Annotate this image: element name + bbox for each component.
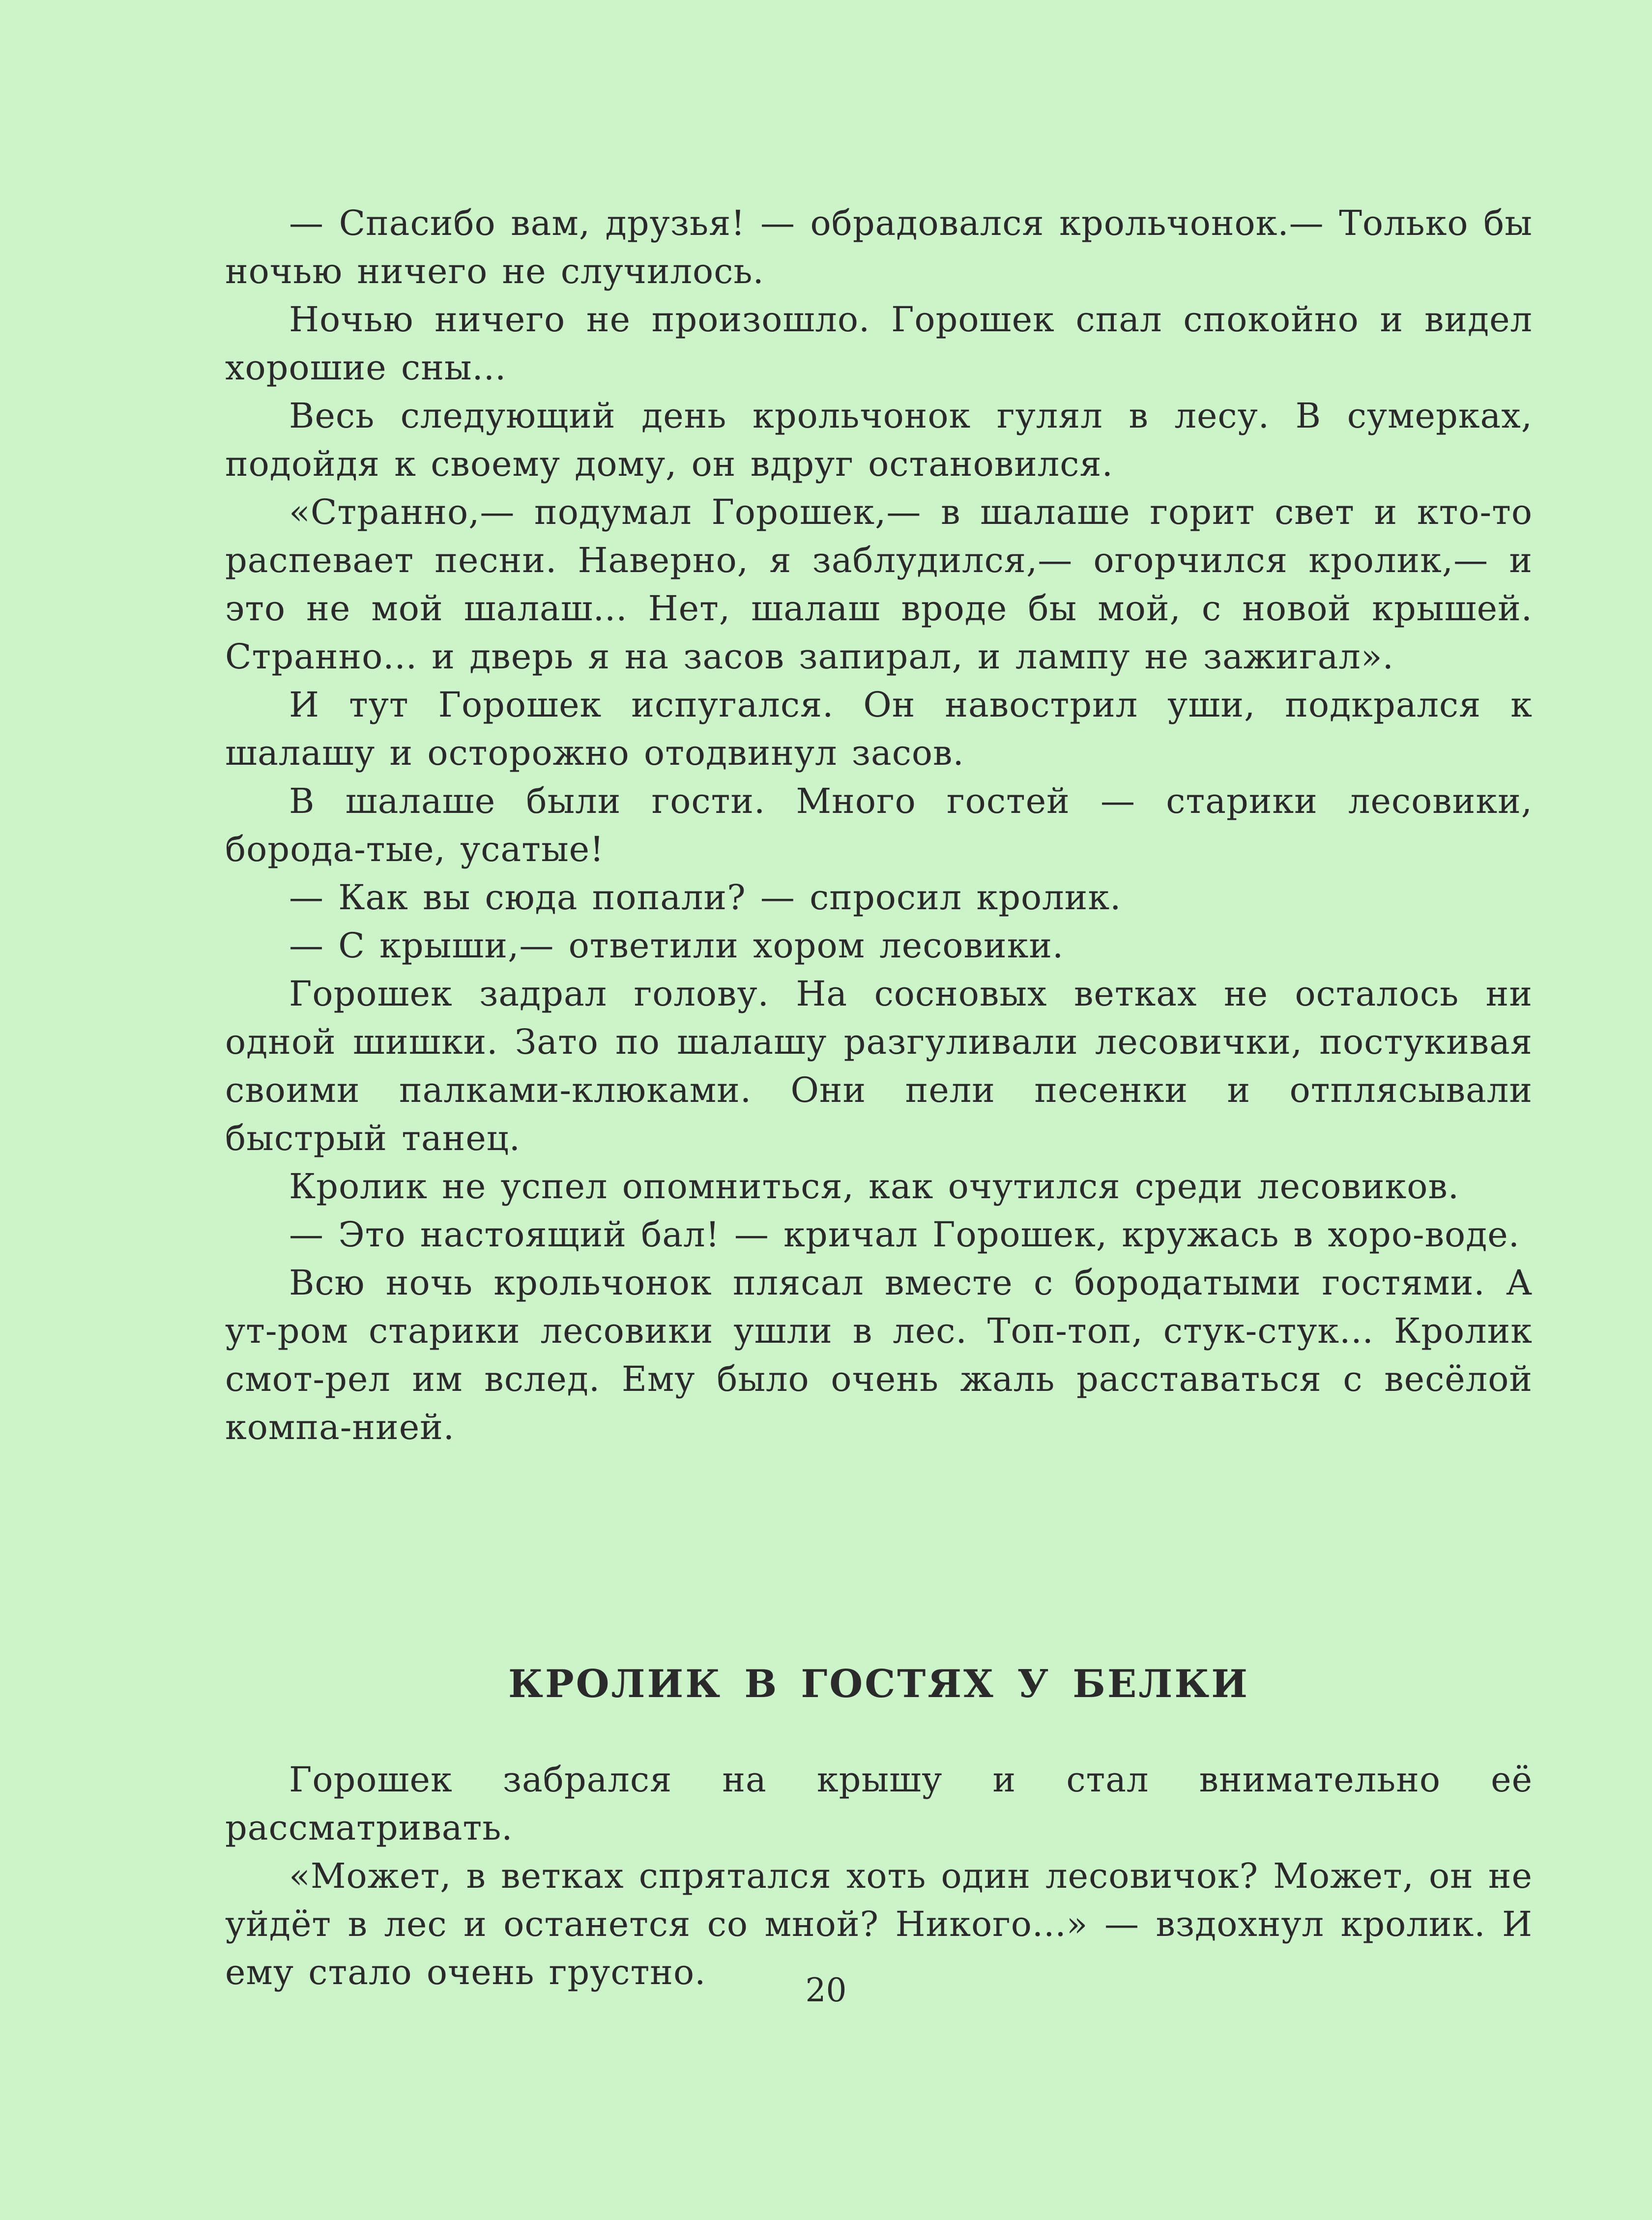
paragraph: И тут Горошек испугался. Он навострил уши, подкрался к шалашу и осторожно отодвинул засов. (225, 685, 1533, 773)
paragraph: «Странно,— подумал Горошек,— в шалаше горит свет и кто-то распевает песни. Наверно, я заблудился,— огорчился кролик,— и это не мой шалаш... Нет, шалаш вроде бы мой, с новой крышей. Странно... и дверь я на засов запирал, и лампу не зажигал». (225, 492, 1533, 677)
chapter-title: КРОЛИК В ГОСТЯХ У БЕЛКИ (508, 1662, 1249, 1706)
paragraph: Горошек задрал голову. На сосновых ветках не осталось ни одной шишки. Зато по шалашу разгуливали лесовички, постукивая своими палками-клюками. Они пели песенки и отплясывали быстрый танец. (225, 974, 1533, 1158)
chapter-text (225, 1756, 1533, 1996)
story-text (225, 199, 1533, 1451)
paragraph: — С крыши,— ответили хором лесовики. (289, 925, 1064, 966)
paragraph: Весь следующий день крольчонок гулял в лесу. В сумерках, подойдя к своему дому, он вдруг остановился. (225, 396, 1533, 484)
paragraph: Горошек забрался на крышу и стал внимательно её рассматривать. (225, 1759, 1533, 1848)
paragraph: Кролик не успел опомниться, как очутился среди лесовиков. (289, 1166, 1460, 1207)
paragraph: «Может, в ветках спрятался хоть один лесовичок? Может, он не уйдёт в лес и останется со мной? Никого...» — вздохнул кролик. И ему стало очень грустно. (225, 1856, 1533, 1992)
paragraph: — Как вы сюда попали? — спросил кролик. (289, 877, 1122, 918)
paragraph: — Это настоящий бал! — кричал Горошек, кружась в хоро-воде. (289, 1214, 1520, 1255)
paragraph: Ночью ничего не произошло. Горошек спал спокойно и видел хорошие сны... (225, 299, 1533, 388)
paragraph: В шалаше были гости. Много гостей — старики лесовики, борода-тые, усатые! (225, 781, 1533, 869)
paragraph: — Спасибо вам, друзья! — обрадовался крольчонок.— Только бы ночью ничего не случилось. (225, 203, 1533, 291)
paragraph: Всю ночь крольчонок плясал вместе с бородатыми гостями. А ут-ром старики лесовики ушли в лес. Топ-топ, стук-стук... Кролик смот-рел им вслед. Ему было очень жаль расставаться с весёлой компа-нией. (225, 1263, 1533, 1447)
page-number: 20 (805, 1971, 847, 2009)
